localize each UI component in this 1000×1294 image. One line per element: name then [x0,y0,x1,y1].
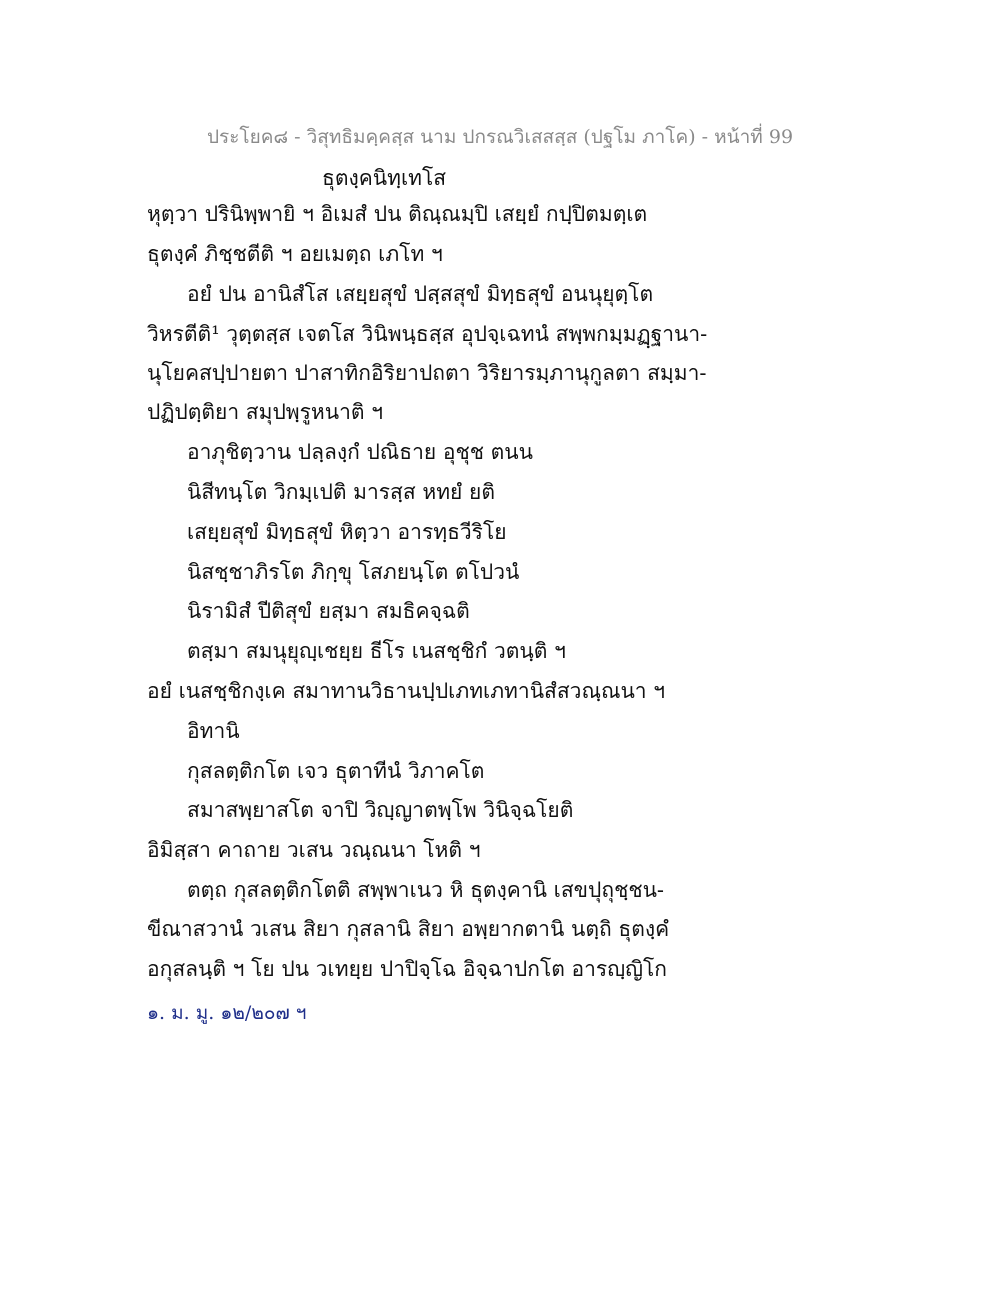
verse-line: นิสชฺชาภิรโต ภิกฺขุ โสภยนฺโต ตโปวนํ [187,560,520,584]
verse-line: นิรามิสํ ปีติสุขํ ยสฺมา สมธิคจฺฉติ [187,599,470,623]
verse-line: กุสลตฺติกโต เจว ธุตาทีนํ วิภาคโต [187,759,485,783]
text-line: อยํ ปน อานิสํโส เสยฺยสุขํ ปสฺสสุขํ มิทฺธสุขํ อนนุยุตฺโต [187,282,654,306]
text-line: ปฏิปตฺติยา สมุปพฺรูหนาติ ฯ [147,400,384,424]
text-line: ตตฺถ กุสลตฺติกโตติ สพฺพาเนว หิ ธุตงฺคานิ เสขปุถุชฺชน- [187,878,665,902]
text-line: อยํ เนสชฺชิกงฺเค สมาทานวิธานปฺปเภทเภทานิสํสวณฺณนา ฯ [147,679,666,703]
verse-line: สมาสพฺยาสโต จาปิ วิญฺญาตพฺโพ วินิจฺฉโยติ [187,798,574,822]
text-line: อิทานิ [187,719,240,743]
text-line: ธุตงฺคํ ภิชฺชตีติ ฯ อยเมตฺถ เภโท ฯ [147,242,443,266]
text-line: นุโยคสปฺปายตา ปาสาทิกอิริยาปถตา วิริยารมฺภานุกูลตา สมฺมา- [147,361,707,385]
footnote: ๑. ม. มู. ๑๒/๒๐๗ ฯ [147,1002,307,1024]
verse-line: เสยฺยสุขํ มิทฺธสุขํ หิตฺวา อารทฺธวีริโย [187,520,507,544]
running-header: ประโยค๘ - วิสุทธิมคฺคสฺส นาม ปกรณวิเสสสฺส (ปฐโม ภาโค) - หน้าที่ 99 [206,126,794,148]
text-line: ขีณาสวานํ วเสน สิยา กุสลานิ สิยา อพฺยากตานิ นตฺถิ ธุตงฺคํ [147,917,670,941]
section-title: ธุตงฺคนิทฺเทโส [322,166,447,190]
text-line: วิหรตีติ¹ วุตฺตสฺส เจตโส วินิพนฺธสฺส อุปจฺเฉทนํ สพฺพกมฺมฏฺฐานา- [147,322,708,346]
verse-line: อาภุชิตฺวาน ปลฺลงฺกํ ปณิธาย อุชุช ตนน [187,440,534,464]
text-line: อกุสลนฺติ ฯ โย ปน วเทยฺย ปาปิจฺโฉ อิจฺฉาปกโต อารญฺญิโก [147,957,667,981]
text-line: อิมิสฺสา คาถาย วเสน วณฺณนา โหติ ฯ [147,838,481,862]
text-line: หุตฺวา ปรินิพฺพายิ ฯ อิเมสํ ปน ติณฺณมฺปิ เสยฺยํ กปฺปิตมตฺเต [147,202,648,226]
verse-line: ตสฺมา สมนุยุญฺเชยฺย ธีโร เนสชฺชิกํ วตนฺติ ฯ [187,639,566,663]
verse-line: นิสีทนฺโต วิกมฺเปติ มารสฺส หทยํ ยติ [187,480,495,504]
